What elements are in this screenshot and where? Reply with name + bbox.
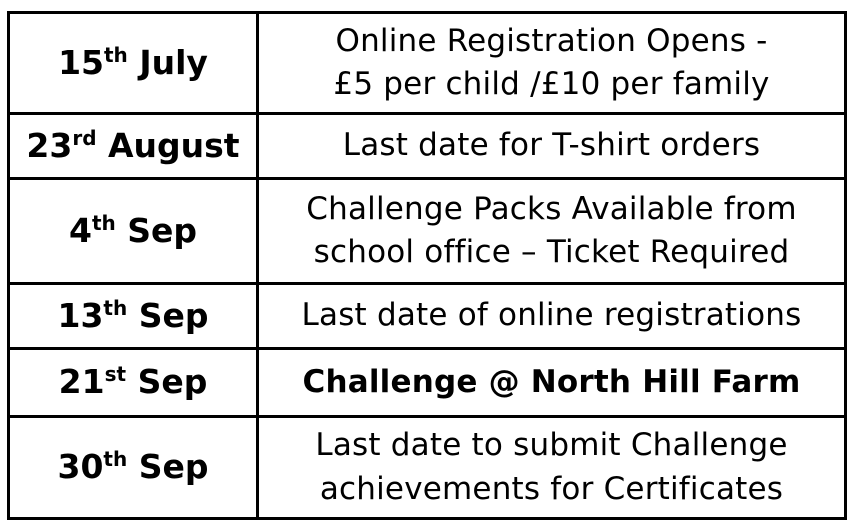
date-suffix: th bbox=[103, 295, 128, 320]
date-suffix: th bbox=[91, 210, 116, 235]
table-row bbox=[9, 114, 846, 179]
date-cell bbox=[9, 349, 258, 417]
date-suffix: th bbox=[103, 447, 128, 472]
date-day: 30 bbox=[57, 447, 104, 487]
date-month: July bbox=[139, 42, 208, 82]
date-month: Sep bbox=[138, 295, 209, 335]
table-row bbox=[9, 417, 846, 519]
event-cell bbox=[258, 114, 846, 179]
event-text-line1: Last date to submit Challenge bbox=[315, 427, 788, 464]
schedule-table bbox=[7, 11, 847, 520]
date-cell bbox=[9, 179, 258, 284]
event-text-line2: achievements for Certificates bbox=[319, 470, 784, 507]
date-day: 15 bbox=[58, 42, 104, 82]
date-cell bbox=[9, 114, 258, 179]
table-row bbox=[9, 13, 846, 114]
date-day: 4 bbox=[68, 210, 92, 250]
date-suffix: rd bbox=[72, 125, 97, 150]
date-day: 23 bbox=[26, 125, 73, 165]
date-cell bbox=[9, 13, 258, 114]
event-text-line1: Challenge @ North Hill Farm bbox=[302, 363, 801, 400]
date-month: Sep bbox=[127, 210, 198, 250]
date-month: August bbox=[108, 125, 240, 165]
event-cell bbox=[258, 13, 846, 114]
event-text-line1: Online Registration Opens - bbox=[335, 22, 768, 59]
date-month: Sep bbox=[137, 362, 208, 402]
table-row bbox=[9, 349, 846, 417]
event-text-line1: Last date of online registrations bbox=[301, 297, 802, 334]
date-day: 21 bbox=[58, 362, 105, 402]
event-text-line1: Challenge Packs Available from bbox=[306, 190, 797, 227]
event-cell bbox=[258, 349, 846, 417]
event-text-line1: Last date for T-shirt orders bbox=[342, 127, 761, 164]
date-cell bbox=[9, 284, 258, 349]
date-day: 13 bbox=[57, 295, 104, 335]
event-text-line2: £5 per child /£10 per family bbox=[333, 66, 770, 102]
event-cell bbox=[258, 284, 846, 349]
event-cell bbox=[258, 179, 846, 284]
date-cell bbox=[9, 417, 258, 519]
table-row bbox=[9, 179, 846, 284]
event-cell bbox=[258, 417, 846, 519]
date-suffix: st bbox=[104, 362, 127, 387]
date-suffix: th bbox=[104, 42, 128, 67]
date-month: Sep bbox=[138, 447, 209, 487]
table-row bbox=[9, 284, 846, 349]
event-text-line2: school office – Ticket Required bbox=[313, 234, 790, 270]
